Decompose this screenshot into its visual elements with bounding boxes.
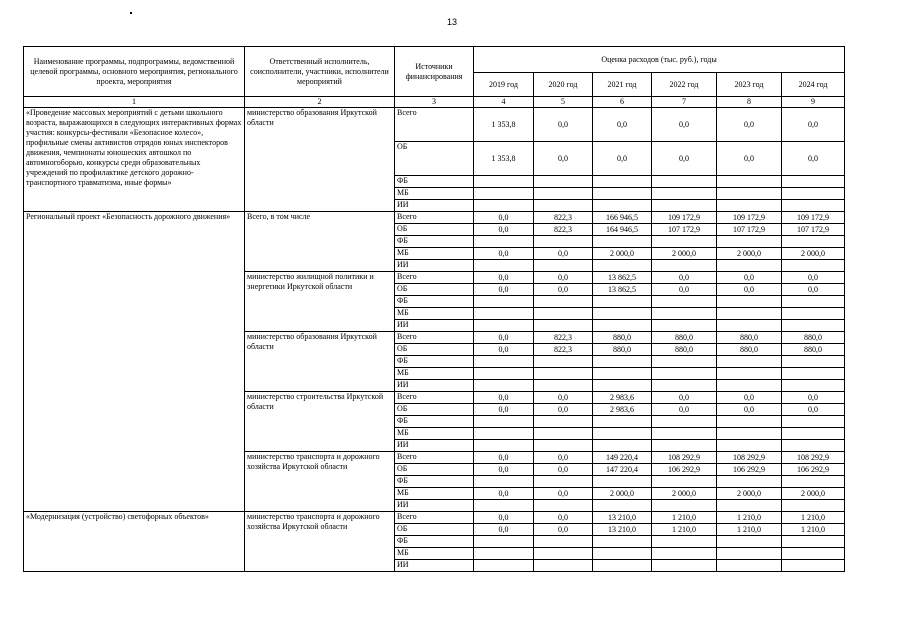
amount-cell: 0,0	[474, 224, 534, 236]
amount-cell: 107 172,9	[652, 224, 717, 236]
amount-cell	[652, 368, 717, 380]
amount-cell: 880,0	[652, 344, 717, 356]
amount-cell	[717, 560, 782, 572]
column-number: 1	[24, 97, 245, 108]
amount-cell: 2 983,6	[593, 404, 652, 416]
table-row	[24, 212, 845, 224]
funding-source-cell: ИИ	[395, 200, 474, 212]
table-row	[24, 512, 845, 524]
amount-cell: 0,0	[474, 464, 534, 476]
amount-cell: 107 172,9	[717, 224, 782, 236]
funding-source-cell: Всего	[395, 512, 474, 524]
amount-cell: 0,0	[782, 108, 845, 142]
amount-cell	[717, 356, 782, 368]
amount-cell	[474, 368, 534, 380]
amount-cell	[782, 368, 845, 380]
amount-cell	[782, 428, 845, 440]
amount-cell	[717, 440, 782, 452]
amount-cell: 1 210,0	[782, 512, 845, 524]
amount-cell	[534, 560, 593, 572]
header-year: 2019 год	[474, 73, 534, 97]
amount-cell	[717, 428, 782, 440]
amount-cell: 0,0	[534, 248, 593, 260]
executor-cell: министерство жилищной политики и энергетики Иркутской области	[245, 272, 395, 332]
amount-cell	[652, 356, 717, 368]
amount-cell: 109 172,9	[652, 212, 717, 224]
amount-cell	[652, 188, 717, 200]
funding-source-cell: ОБ	[395, 524, 474, 536]
amount-cell	[474, 260, 534, 272]
amount-cell: 0,0	[474, 212, 534, 224]
amount-cell	[652, 560, 717, 572]
amount-cell: 0,0	[474, 272, 534, 284]
header-year: 2022 год	[652, 73, 717, 97]
amount-cell: 0,0	[474, 452, 534, 464]
amount-cell	[534, 356, 593, 368]
funding-source-cell: Всего	[395, 392, 474, 404]
amount-cell: 109 172,9	[782, 212, 845, 224]
header-year: 2023 год	[717, 73, 782, 97]
amount-cell	[534, 260, 593, 272]
amount-cell	[474, 188, 534, 200]
amount-cell	[782, 416, 845, 428]
amount-cell	[782, 548, 845, 560]
amount-cell: 0,0	[782, 142, 845, 176]
amount-cell	[474, 200, 534, 212]
amount-cell	[534, 428, 593, 440]
amount-cell	[782, 536, 845, 548]
amount-cell	[593, 440, 652, 452]
header-year: 2024 год	[782, 73, 845, 97]
amount-cell: 0,0	[534, 404, 593, 416]
amount-cell	[534, 500, 593, 512]
amount-cell: 2 000,0	[593, 248, 652, 260]
amount-cell: 108 292,9	[717, 452, 782, 464]
executor-cell: министерство транспорта и дорожного хозяйства Иркутской области	[245, 512, 395, 572]
executor-cell: министерство образования Иркутской области	[245, 108, 395, 212]
amount-cell	[593, 200, 652, 212]
amount-cell	[717, 500, 782, 512]
funding-source-cell: ИИ	[395, 260, 474, 272]
amount-cell	[782, 320, 845, 332]
funding-source-cell: ОБ	[395, 224, 474, 236]
expenditure-table	[23, 46, 845, 572]
amount-cell: 2 000,0	[717, 488, 782, 500]
amount-cell	[593, 548, 652, 560]
amount-cell: 0,0	[652, 272, 717, 284]
amount-cell	[534, 296, 593, 308]
header-source: Источники финансирования	[395, 47, 474, 97]
funding-source-cell: МБ	[395, 188, 474, 200]
funding-source-cell: ОБ	[395, 142, 474, 176]
amount-cell	[717, 368, 782, 380]
amount-cell: 0,0	[534, 452, 593, 464]
amount-cell	[652, 200, 717, 212]
column-number: 3	[395, 97, 474, 108]
amount-cell: 0,0	[474, 344, 534, 356]
amount-cell: 2 000,0	[593, 488, 652, 500]
amount-cell	[717, 296, 782, 308]
funding-source-cell: Всего	[395, 212, 474, 224]
amount-cell	[474, 440, 534, 452]
amount-cell: 0,0	[593, 108, 652, 142]
amount-cell: 0,0	[534, 464, 593, 476]
funding-source-cell: ФБ	[395, 236, 474, 248]
amount-cell: 0,0	[652, 392, 717, 404]
amount-cell	[717, 176, 782, 188]
amount-cell	[593, 368, 652, 380]
amount-cell	[593, 560, 652, 572]
amount-cell: 0,0	[534, 512, 593, 524]
amount-cell: 0,0	[652, 142, 717, 176]
amount-cell: 13 210,0	[593, 524, 652, 536]
amount-cell	[782, 200, 845, 212]
funding-source-cell: МБ	[395, 488, 474, 500]
amount-cell: 880,0	[782, 344, 845, 356]
amount-cell: 0,0	[593, 142, 652, 176]
page-number: 13	[446, 17, 457, 27]
amount-cell	[474, 320, 534, 332]
amount-cell	[652, 176, 717, 188]
column-number: 6	[593, 97, 652, 108]
amount-cell: 149 220,4	[593, 452, 652, 464]
amount-cell	[534, 476, 593, 488]
amount-cell	[717, 200, 782, 212]
amount-cell	[534, 440, 593, 452]
funding-source-cell: ОБ	[395, 344, 474, 356]
amount-cell: 0,0	[534, 392, 593, 404]
amount-cell: 0,0	[534, 272, 593, 284]
funding-source-cell: ИИ	[395, 500, 474, 512]
funding-source-cell: ОБ	[395, 464, 474, 476]
amount-cell: 0,0	[652, 404, 717, 416]
amount-cell	[593, 536, 652, 548]
amount-cell: 0,0	[474, 392, 534, 404]
amount-cell	[652, 548, 717, 560]
amount-cell: 0,0	[474, 512, 534, 524]
column-number: 4	[474, 97, 534, 108]
amount-cell	[474, 308, 534, 320]
amount-cell	[717, 536, 782, 548]
amount-cell: 2 000,0	[652, 488, 717, 500]
amount-cell: 880,0	[593, 332, 652, 344]
amount-cell	[782, 308, 845, 320]
amount-cell	[717, 236, 782, 248]
amount-cell: 880,0	[782, 332, 845, 344]
amount-cell: 822,3	[534, 344, 593, 356]
header-cost: Оценка расходов (тыс. руб.), годы	[474, 47, 845, 73]
funding-source-cell: ОБ	[395, 404, 474, 416]
header-name: Наименование программы, подпрограммы, ведомственной целевой программы, основного мероприятия, регионального проекта, мероприятия	[24, 47, 245, 97]
amount-cell	[593, 296, 652, 308]
executor-cell: министерство образования Иркутской области	[245, 332, 395, 392]
funding-source-cell: Всего	[395, 452, 474, 464]
amount-cell	[534, 416, 593, 428]
amount-cell	[534, 380, 593, 392]
amount-cell: 822,3	[534, 224, 593, 236]
column-number: 8	[717, 97, 782, 108]
header-year: 2020 год	[534, 73, 593, 97]
amount-cell: 0,0	[534, 142, 593, 176]
amount-cell: 108 292,9	[782, 452, 845, 464]
amount-cell: 0,0	[474, 404, 534, 416]
amount-cell	[717, 308, 782, 320]
amount-cell	[782, 188, 845, 200]
funding-source-cell: ФБ	[395, 476, 474, 488]
amount-cell	[593, 428, 652, 440]
executor-cell: Всего, в том числе	[245, 212, 395, 272]
amount-cell	[782, 380, 845, 392]
amount-cell	[534, 200, 593, 212]
amount-cell	[717, 188, 782, 200]
amount-cell: 0,0	[534, 284, 593, 296]
amount-cell: 107 172,9	[782, 224, 845, 236]
amount-cell	[534, 548, 593, 560]
amount-cell: 2 000,0	[782, 248, 845, 260]
amount-cell	[593, 236, 652, 248]
amount-cell: 0,0	[782, 404, 845, 416]
funding-source-cell: МБ	[395, 548, 474, 560]
column-number: 5	[534, 97, 593, 108]
amount-cell	[474, 476, 534, 488]
amount-cell: 880,0	[652, 332, 717, 344]
amount-cell	[782, 176, 845, 188]
amount-cell: 0,0	[717, 142, 782, 176]
amount-cell: 822,3	[534, 332, 593, 344]
amount-cell	[652, 476, 717, 488]
amount-cell: 1 210,0	[717, 524, 782, 536]
amount-cell: 1 353,8	[474, 108, 534, 142]
funding-source-cell: МБ	[395, 368, 474, 380]
amount-cell	[474, 548, 534, 560]
amount-cell: 0,0	[534, 108, 593, 142]
amount-cell	[717, 476, 782, 488]
amount-cell	[652, 308, 717, 320]
amount-cell	[782, 476, 845, 488]
amount-cell: 13 862,5	[593, 272, 652, 284]
amount-cell: 0,0	[717, 392, 782, 404]
amount-cell	[652, 260, 717, 272]
funding-source-cell: МБ	[395, 428, 474, 440]
amount-cell: 2 000,0	[717, 248, 782, 260]
amount-cell	[474, 176, 534, 188]
funding-source-cell: ИИ	[395, 440, 474, 452]
amount-cell: 0,0	[782, 284, 845, 296]
amount-cell	[782, 236, 845, 248]
executor-cell: министерство транспорта и дорожного хозяйства Иркутской области	[245, 452, 395, 512]
amount-cell	[717, 416, 782, 428]
amount-cell	[652, 440, 717, 452]
funding-source-cell: ИИ	[395, 380, 474, 392]
amount-cell	[652, 236, 717, 248]
amount-cell	[652, 536, 717, 548]
amount-cell: 0,0	[717, 404, 782, 416]
amount-cell	[782, 560, 845, 572]
amount-cell: 880,0	[717, 344, 782, 356]
funding-source-cell: Всего	[395, 108, 474, 142]
amount-cell: 106 292,9	[717, 464, 782, 476]
amount-cell	[474, 356, 534, 368]
amount-cell: 108 292,9	[652, 452, 717, 464]
amount-cell: 2 000,0	[652, 248, 717, 260]
funding-source-cell: Всего	[395, 332, 474, 344]
amount-cell: 0,0	[474, 524, 534, 536]
scan-dot	[130, 12, 132, 14]
amount-cell: 13 862,5	[593, 284, 652, 296]
amount-cell: 0,0	[652, 284, 717, 296]
amount-cell: 1 210,0	[717, 512, 782, 524]
amount-cell	[474, 296, 534, 308]
funding-source-cell: ФБ	[395, 176, 474, 188]
amount-cell: 0,0	[717, 272, 782, 284]
amount-cell: 0,0	[474, 284, 534, 296]
amount-cell	[534, 368, 593, 380]
amount-cell: 822,3	[534, 212, 593, 224]
funding-source-cell: МБ	[395, 248, 474, 260]
amount-cell	[534, 308, 593, 320]
amount-cell: 2 000,0	[782, 488, 845, 500]
amount-cell: 0,0	[474, 488, 534, 500]
funding-source-cell: ФБ	[395, 296, 474, 308]
amount-cell: 1 210,0	[652, 524, 717, 536]
amount-cell: 1 210,0	[782, 524, 845, 536]
amount-cell: 1 210,0	[652, 512, 717, 524]
amount-cell: 0,0	[534, 488, 593, 500]
amount-cell	[593, 380, 652, 392]
amount-cell: 880,0	[717, 332, 782, 344]
funding-source-cell: ОБ	[395, 284, 474, 296]
amount-cell	[717, 380, 782, 392]
funding-source-cell: МБ	[395, 308, 474, 320]
funding-source-cell: Всего	[395, 272, 474, 284]
amount-cell: 106 292,9	[782, 464, 845, 476]
amount-cell	[474, 428, 534, 440]
amount-cell	[593, 416, 652, 428]
amount-cell: 106 292,9	[652, 464, 717, 476]
amount-cell	[652, 320, 717, 332]
amount-cell	[474, 536, 534, 548]
amount-cell	[652, 416, 717, 428]
amount-cell	[593, 188, 652, 200]
amount-cell: 1 353,8	[474, 142, 534, 176]
amount-cell	[534, 236, 593, 248]
amount-cell	[474, 560, 534, 572]
amount-cell	[782, 500, 845, 512]
amount-cell: 164 946,5	[593, 224, 652, 236]
amount-cell: 0,0	[717, 284, 782, 296]
table-body	[24, 108, 845, 572]
amount-cell	[474, 500, 534, 512]
amount-cell	[474, 380, 534, 392]
funding-source-cell: ФБ	[395, 536, 474, 548]
amount-cell: 880,0	[593, 344, 652, 356]
column-number: 9	[782, 97, 845, 108]
amount-cell: 109 172,9	[717, 212, 782, 224]
measure-name-cell: «Проведение массовых мероприятий с детьми школьного возраста, выражающихся в следующих интерактивных формах участия: конкурсы-фестивали «Безопасное колесо», профильные смены активистов отрядов юных инспекторов движения, чемпионаты юношеских автошкол по автомногоборью, конкурсы среди образовательных учреждений по профилактике детского дорожно-транспортного травматизма, иные формы»	[24, 108, 245, 212]
amount-cell	[593, 260, 652, 272]
amount-cell	[534, 320, 593, 332]
column-number: 2	[245, 97, 395, 108]
amount-cell	[717, 548, 782, 560]
column-number: 7	[652, 97, 717, 108]
amount-cell: 0,0	[474, 332, 534, 344]
amount-cell	[717, 320, 782, 332]
funding-source-cell: ФБ	[395, 356, 474, 368]
amount-cell	[782, 296, 845, 308]
amount-cell: 0,0	[782, 392, 845, 404]
amount-cell	[474, 236, 534, 248]
amount-cell	[593, 176, 652, 188]
amount-cell	[593, 320, 652, 332]
amount-cell: 2 983,6	[593, 392, 652, 404]
amount-cell	[652, 428, 717, 440]
amount-cell	[593, 356, 652, 368]
funding-source-cell: ИИ	[395, 560, 474, 572]
header-year: 2021 год	[593, 73, 652, 97]
amount-cell	[593, 308, 652, 320]
amount-cell	[782, 356, 845, 368]
amount-cell	[534, 536, 593, 548]
table-row	[24, 108, 845, 142]
amount-cell: 0,0	[652, 108, 717, 142]
measure-name-cell: «Модернизация (устройство) светофорных объектов»	[24, 512, 245, 572]
header-executor: Ответственный исполнитель, соисполнители, участники, исполнители мероприятий	[245, 47, 395, 97]
amount-cell: 147 220,4	[593, 464, 652, 476]
amount-cell: 166 946,5	[593, 212, 652, 224]
amount-cell: 0,0	[782, 272, 845, 284]
funding-source-cell: ФБ	[395, 416, 474, 428]
amount-cell: 0,0	[474, 248, 534, 260]
funding-source-cell: ИИ	[395, 320, 474, 332]
amount-cell	[652, 500, 717, 512]
measure-name-cell: Региональный проект «Безопасность дорожного движения»	[24, 212, 245, 512]
amount-cell	[534, 176, 593, 188]
amount-cell: 0,0	[717, 108, 782, 142]
amount-cell	[534, 188, 593, 200]
amount-cell	[593, 476, 652, 488]
amount-cell	[474, 416, 534, 428]
amount-cell	[782, 260, 845, 272]
amount-cell: 13 210,0	[593, 512, 652, 524]
amount-cell: 0,0	[534, 524, 593, 536]
amount-cell	[717, 260, 782, 272]
executor-cell: министерство строительства Иркутской области	[245, 392, 395, 452]
amount-cell	[782, 440, 845, 452]
amount-cell	[652, 296, 717, 308]
amount-cell	[652, 380, 717, 392]
amount-cell	[593, 500, 652, 512]
